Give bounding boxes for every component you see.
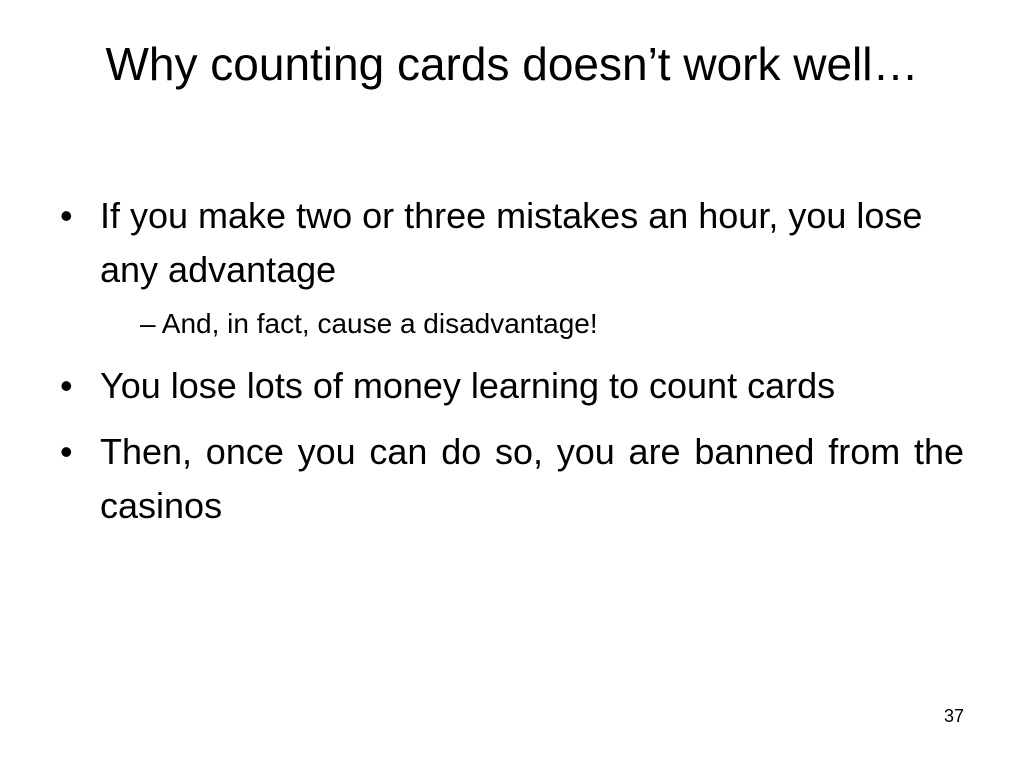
bullet-list: [60, 189, 964, 545]
sub-bullet-item: – And, in fact, cause a disadvantage!: [140, 308, 598, 339]
bullet-marker: •: [60, 431, 73, 472]
bullet-item: [60, 359, 964, 413]
bullet-text: Then, once you can do so, you are banned from the casinos: [100, 431, 964, 526]
bullet-item: [60, 425, 964, 533]
bullet-marker: •: [60, 195, 73, 236]
bullet-text: You lose lots of money learning to count cards: [100, 365, 836, 406]
bullet-text: If you make two or three mistakes an hour, you lose any advantage: [100, 195, 923, 290]
slide-number: 37: [943, 706, 964, 726]
bullet-marker: •: [60, 365, 73, 406]
sub-bullet-list: [100, 301, 964, 347]
slide-title: Why counting cards doesn’t work well…: [105, 38, 919, 90]
bullet-item: [60, 189, 964, 347]
